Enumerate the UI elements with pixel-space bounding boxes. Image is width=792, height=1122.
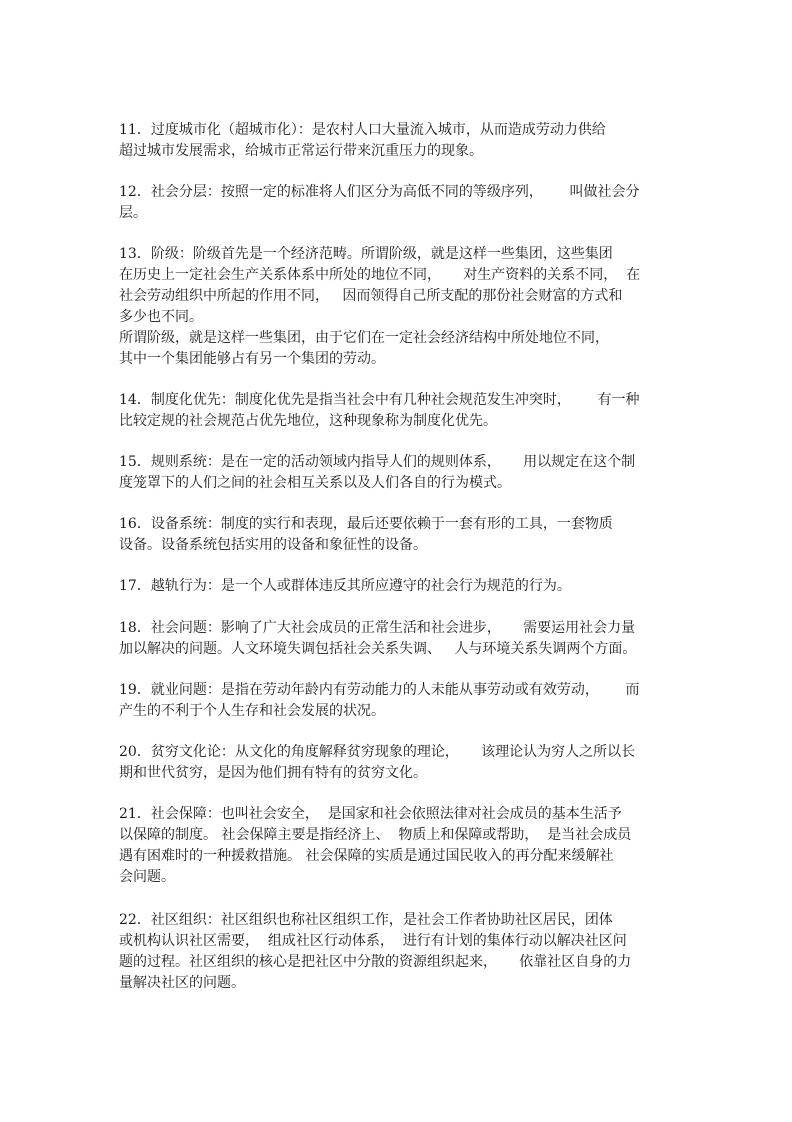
entry-line: 11．过度城市化（超城市化）：是农村人口大量流入城市，从而造成劳动力供给 (119, 122, 606, 138)
term-entry-21 (119, 804, 679, 888)
entry-line: 设备。设备系统包括实用的设备和象征性的设备。 (119, 537, 427, 553)
entry-line: 社会劳动组织中所起的作用不同， 因而领得自己所支配的那份社会财富的方式和 (119, 288, 623, 304)
entry-line: 产生的不利于个人生存和社会发展的状况。 (119, 703, 385, 719)
entry-line: 17．越轨行为：是一个人或群体违反其所应遵守的社会行为规范的行为。 (119, 578, 571, 594)
entry-line: 层。 (119, 205, 147, 221)
term-entry-22 (119, 910, 679, 994)
entry-line: 14．制度化优先：制度化优先是指当社会中有几种社会规范发生冲突时， 有一种 (119, 392, 640, 408)
entry-line: 遇有困难时的一种援救措施。 社会保障的实质是通过国民收入的再分配来缓解社 (119, 848, 614, 864)
entry-line: 18．社会问题：影响了广大社会成员的正常生活和社会进步， 需要运用社会力量 (119, 620, 636, 636)
entry-line: 15．规则系统：是在一定的活动领域内指导人们的规则体系， 用以规定在这个制 (119, 454, 636, 470)
entry-line: 16．设备系统：制度的实行和表现，最后还要依赖于一套有形的工具，一套物质 (119, 516, 613, 532)
term-entry-13 (119, 244, 679, 370)
entry-line: 或机构认识社区需要， 组成社区行动体系， 进行有计划的集体行动以解决社区问 (119, 933, 627, 949)
entry-line: 22．社区组织：社区组织也称社区组织工作，是社会工作者协助社区居民，团体 (119, 912, 613, 928)
entry-line: 题的过程。社区组织的核心是把社区中分散的资源组织起来， 依靠社区自身的力 (119, 954, 632, 970)
term-entry-12 (119, 182, 679, 224)
term-entry-20 (119, 742, 679, 784)
entry-line: 12．社会分层：按照一定的标准将人们区分为高低不同的等级序列， 叫做社会分 (119, 184, 640, 200)
entry-line: 13．阶级：阶级首先是一个经济范畴。所谓阶级，就是这样一些集团，这些集团 (119, 246, 613, 262)
entry-line: 19．就业问题：是指在劳动年龄内有劳动能力的人未能从事劳动或有效劳动， 而 (119, 682, 640, 698)
entry-line: 会问题。 (119, 869, 175, 885)
entry-line: 度笼罩下的人们之间的社会相互关系以及人们各自的行为模式。 (119, 475, 511, 491)
term-entry-11 (119, 120, 679, 162)
entry-line: 多少也不同。 (119, 309, 203, 325)
entry-line: 量解决社区的问题。 (119, 975, 245, 991)
term-entry-19 (119, 680, 679, 722)
term-entry-16 (119, 514, 679, 556)
entry-line: 所谓阶级，就是这样一些集团，由于它们在一定社会经济结构中所处地位不同， (119, 330, 609, 346)
term-entry-18 (119, 618, 679, 660)
term-entry-14 (119, 390, 679, 432)
entry-line: 期和世代贫穷，是因为他们拥有特有的贫穷文化。 (119, 765, 427, 781)
entry-line: 在历史上一定社会生产关系体系中所处的地位不同， 对生产资料的关系不同， 在 (119, 267, 641, 283)
entry-line: 加以解决的问题。人文环境失调包括社会关系失调、 人与环境关系失调两个方面。 (119, 641, 637, 657)
entry-line: 比较定规的社会规范占优先地位，这种现象称为制度化优先。 (119, 413, 497, 429)
term-entry-15 (119, 452, 679, 494)
entry-line: 超过城市发展需求，给城市正常运行带来沉重压力的现象。 (119, 143, 483, 159)
entry-line: 21．社会保障：也叫社会安全， 是国家和社会依照法律对社会成员的基本生活予 (119, 806, 622, 822)
entry-line: 以保障的制度。 社会保障主要是指经济上、 物质上和保障或帮助， 是当社会成员 (119, 827, 632, 843)
entry-line: 其中一个集团能够占有另一个集团的劳动。 (119, 351, 385, 367)
term-entry-17 (119, 576, 679, 597)
entry-line: 20．贫穷文化论：从文化的角度解释贫穷现象的理论， 该理论认为穷人之所以长 (119, 744, 636, 760)
